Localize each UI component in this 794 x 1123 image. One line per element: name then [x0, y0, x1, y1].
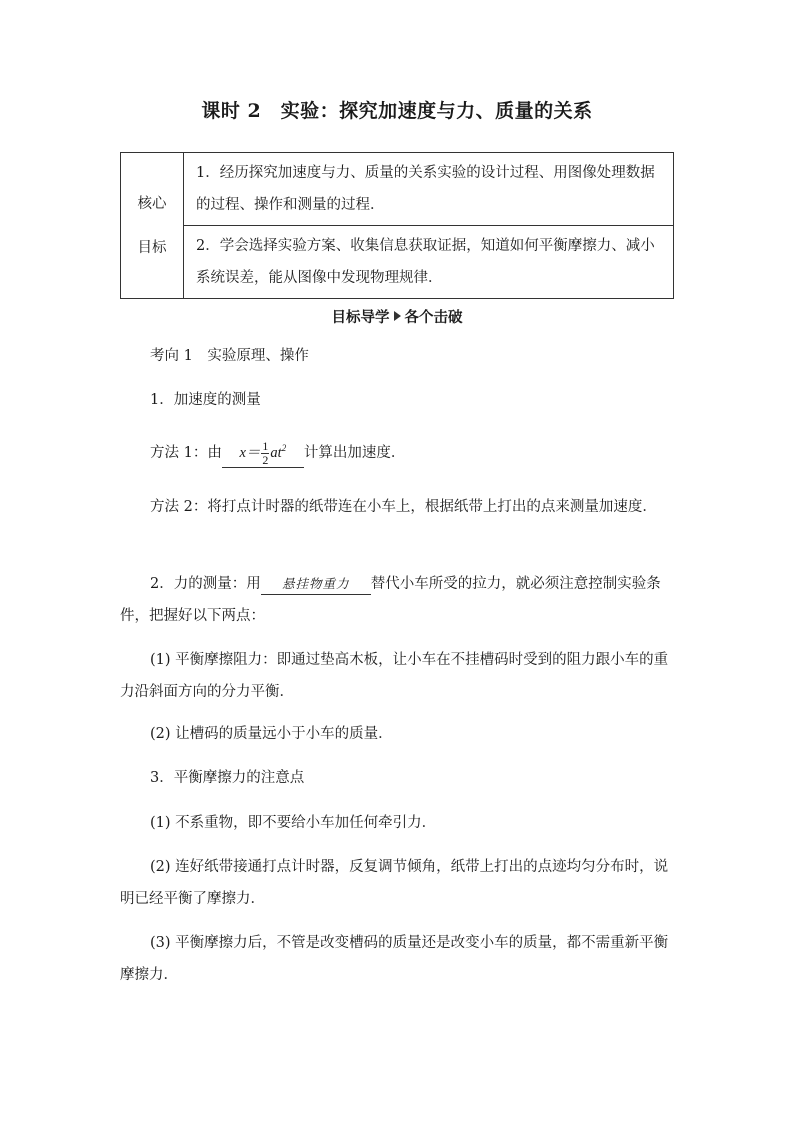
item-2 — [120, 568, 676, 632]
page-title: 课时 2 实验：探究加速度与力、质量的关系 — [201, 100, 593, 122]
goals-label-cell — [121, 153, 184, 299]
fraction-numerator: 1 — [262, 439, 269, 454]
formula-lhs: x＝ — [239, 445, 261, 461]
fraction-denominator: 2 — [262, 453, 269, 468]
note-3: (3) 平衡摩擦力后，不管是改变槽码的质量还是改变小车的质量，都不需重新平衡摩擦力． — [120, 935, 669, 983]
item-2-prefix: 2．力的测量：用 — [150, 576, 261, 592]
method-1-prefix: 方法 1：由 — [150, 445, 222, 461]
goals-label-line2: 目标 — [137, 239, 167, 256]
method-1-suffix: 计算出加速度． — [303, 445, 406, 461]
item-2-suffix: 替代小车所受的拉力，就必须注意控制实验条件，把握好以下两点： — [120, 576, 661, 624]
item-1-title: 1．加速度的测量 — [150, 392, 261, 408]
goal-1: 1．经历探究加速度与力、质量的关系实验的设计过程、用图像处理数据的过程、操作和测量的过程． — [184, 153, 674, 226]
triangle-right-icon — [394, 311, 401, 321]
core-goals-table — [120, 152, 674, 299]
goal-2: 2．学会选择实验方案、收集信息获取证据，知道如何平衡摩擦力、减小系统误差，能从图像中发现物理规律． — [184, 226, 674, 299]
point-2: (2) 让槽码的质量远小于小车的质量． — [150, 726, 393, 742]
force-answer-blank: 悬挂物重力 — [261, 574, 371, 595]
formula-blank — [222, 438, 304, 468]
note-2: (2) 连好纸带接通打点计时器，反复调节倾角，纸带上打出的点迹均匀分布时，说明已经平衡了摩擦力． — [120, 859, 669, 907]
item-3-title: 3．平衡摩擦力的注意点 — [150, 770, 305, 786]
point-1: (1) 平衡摩擦阻力：即通过垫高木板，让小车在不挂槽码时受到的阻力跟小车的重力沿斜面方向的分力平衡． — [120, 652, 669, 700]
formula-rhs: at — [270, 445, 282, 461]
fraction — [261, 440, 269, 467]
method-2: 方法 2：将打点计时器的纸带连在小车上，根据纸带上打出的点来测量加速度． — [150, 499, 657, 515]
section-banner — [0, 306, 794, 327]
banner-left-text: 目标导学 — [331, 309, 390, 326]
note-1: (1) 不系重物，即不要给小车加任何牵引力． — [150, 815, 437, 831]
banner-right-text: 各个击破 — [404, 309, 463, 326]
formula-exponent: 2 — [281, 443, 287, 454]
direction-1-heading: 考向 1 实验原理、操作 — [150, 348, 309, 364]
method-1 — [150, 437, 706, 469]
goals-label-line1: 核心 — [137, 195, 167, 212]
